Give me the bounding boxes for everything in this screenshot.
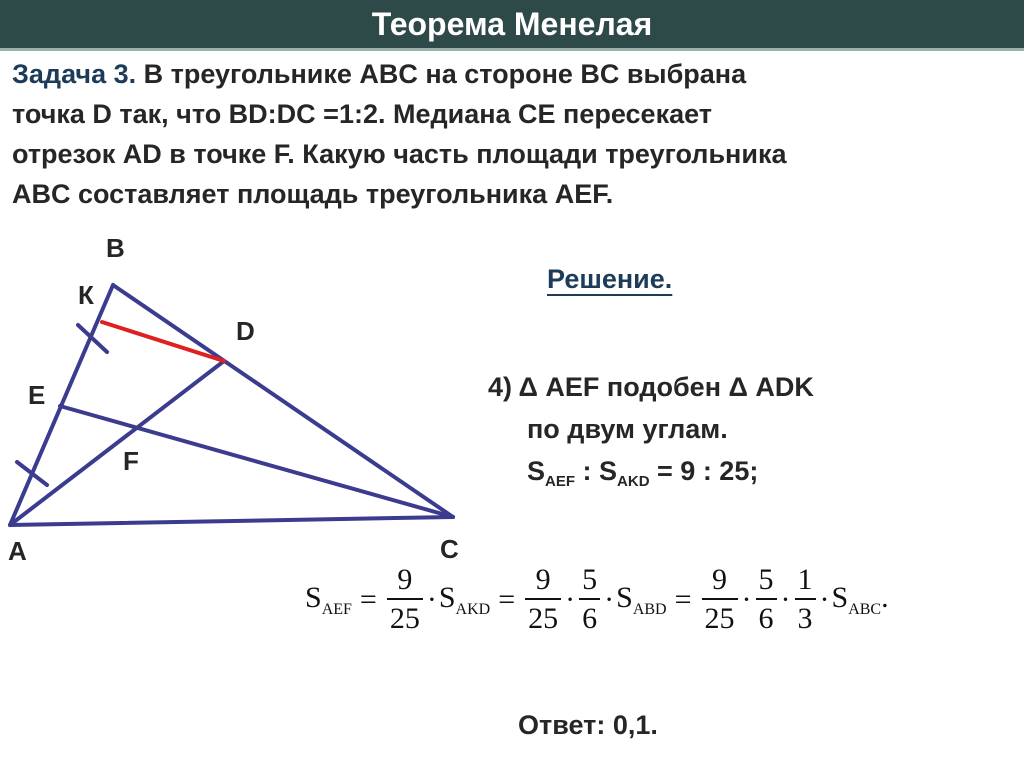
dot-1: ·: [426, 583, 437, 616]
dot-4: ·: [741, 583, 752, 616]
dot-3: ·: [604, 583, 615, 616]
area-formula: [305, 562, 889, 638]
task-line-4: ABC составляет площадь треугольника AEF.: [12, 179, 614, 209]
ratio-separator: : S: [575, 456, 618, 486]
equals-1: =: [359, 583, 377, 616]
term-s-akd: $S_{AKD}$: [438, 581, 491, 618]
side-ac: [10, 517, 453, 525]
equals-2: =: [498, 583, 516, 616]
tick-mark-lower: [17, 462, 47, 485]
segment-kd: [102, 322, 224, 361]
point-label-b: B: [106, 233, 125, 263]
solution-ratio: [527, 456, 758, 490]
fraction-9-25-c: $\frac{9}{25}$: [702, 562, 738, 638]
point-label-a: A: [8, 536, 27, 566]
task-lead: Задача 3.: [12, 59, 137, 89]
triangle-figure: [0, 0, 470, 560]
solution-step-line-1: [488, 372, 814, 403]
point-label-k: К: [78, 280, 94, 310]
fraction-9-25-a: $\frac{9}{25}$: [387, 562, 423, 638]
side-bc: [113, 285, 453, 517]
solution-heading: Решение.: [547, 264, 673, 294]
dot-5: ·: [780, 583, 791, 616]
ratio-value: = 9 : 25;: [649, 456, 759, 486]
dot-6: ·: [819, 583, 830, 616]
fraction-5-6-b: $\frac{5}{6}$: [756, 562, 777, 638]
step-text: Δ AEF подобен Δ ADK: [518, 372, 814, 402]
term-s-abc: $S_{ABC}$.: [831, 581, 889, 618]
ratio-s1: S: [527, 456, 546, 486]
ratio-sub-akd: AKD: [617, 473, 650, 490]
dot-2: ·: [565, 583, 576, 616]
point-label-c: C: [440, 534, 459, 564]
fraction-9-25-b: $\frac{9}{25}$: [525, 562, 561, 638]
point-label-f: F: [123, 446, 139, 476]
fraction-1-3: $\frac{1}{3}$: [795, 562, 816, 638]
term-s-aef: $S_{AEF}$: [305, 581, 352, 618]
equals-3: =: [674, 583, 692, 616]
median-ce: [60, 406, 453, 517]
solution-step-line-2: по двум углам.: [527, 414, 728, 444]
point-label-d: D: [236, 316, 255, 346]
step-number: 4): [488, 372, 513, 402]
fraction-5-6-a: $\frac{5}{6}$: [579, 562, 600, 638]
answer-text: Ответ: 0,1.: [518, 710, 658, 740]
task-text-1: В треугольнике ABC на стороне BC выбрана: [136, 59, 747, 89]
task-line-3: отрезок AD в точке F. Какую часть площади треугольника: [12, 139, 787, 169]
point-label-e: E: [28, 380, 46, 410]
slide-title: Теорема Менелая: [371, 6, 653, 42]
task-line-2: точка D так, что BD:DC =1:2. Медиана CE пересекает: [12, 99, 712, 129]
ratio-sub-aef: AEF: [545, 473, 576, 490]
term-s-abd: $S_{ABD}$: [616, 581, 667, 618]
